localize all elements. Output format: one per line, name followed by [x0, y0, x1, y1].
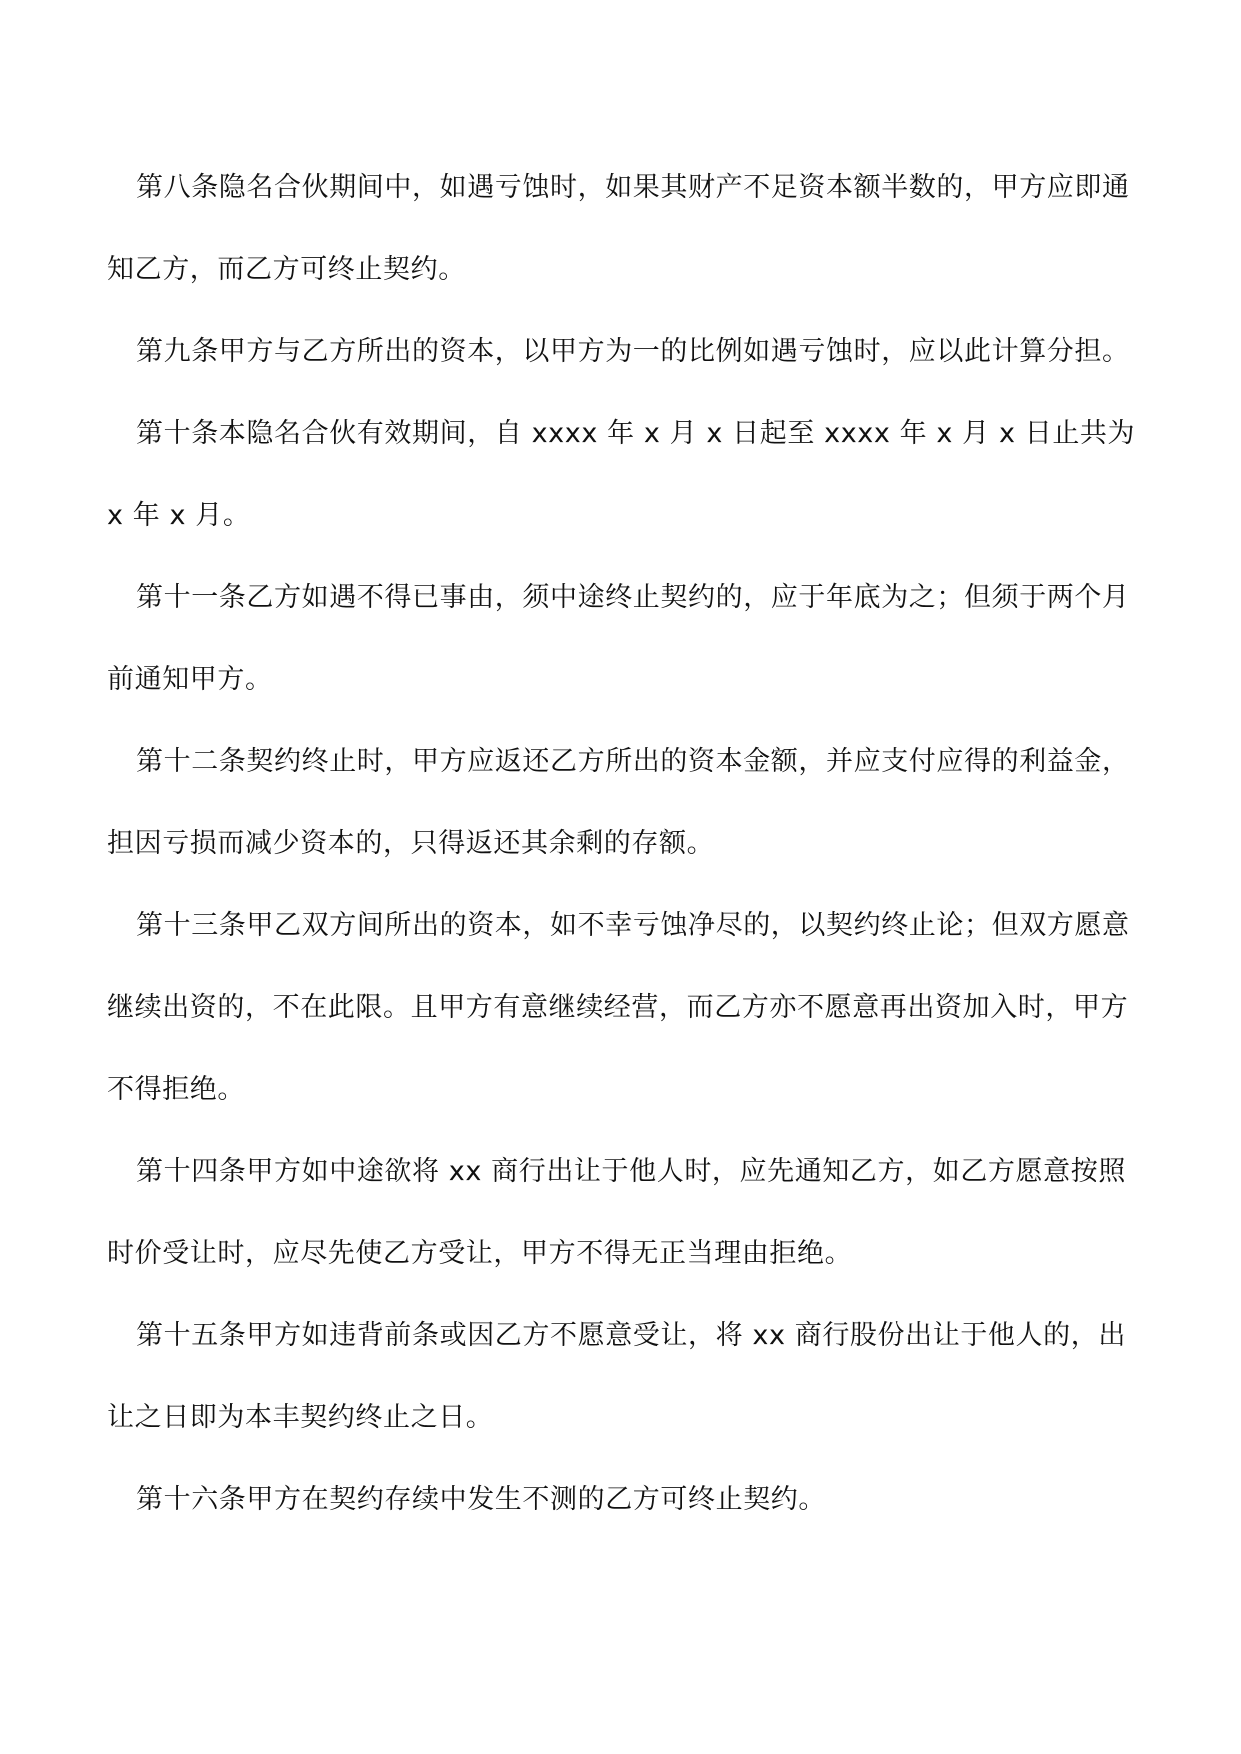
clause-16: 第十六条甲方在契约存续中发生不测的乙方可终止契约。 [136, 1484, 826, 1515]
clause-11: 第十一条乙方如遇不得已事由，须中途终止契约的，应于年底为之；但须于两个月前通知甲方。 [107, 582, 1130, 695]
clause-8: 第八条隐名合伙期间中，如遇亏蚀时，如果其财产不足资本额半数的，甲方应即通知乙方，而乙方可终止契约。 [107, 172, 1130, 285]
clause-15: 第十五条甲方如违背前条或因乙方不愿意受让，将 xx 商行股份出让于他人的，出让之日即为本丰契约终止之日。 [107, 1320, 1126, 1433]
clause-13: 第十三条甲乙双方间所出的资本，如不幸亏蚀净尽的，以契约终止论；但双方愿意继续出资的，不在此限。且甲方有意继续经营，而乙方亦不愿意再出资加入时，甲方不得拒绝。 [107, 910, 1130, 1105]
clause-10: 第十条本隐名合伙有效期间，自 xxxx 年 x 月 x 日起至 xxxx 年 x 月 x 日止共为 x 年 x 月。 [107, 418, 1136, 531]
document-body [107, 147, 1137, 1541]
clause-12: 第十二条契约终止时，甲方应返还乙方所出的资本金额，并应支付应得的利益金，担因亏损而减少资本的，只得返还其余剩的存额。 [107, 746, 1130, 859]
clause-9: 第九条甲方与乙方所出的资本，以甲方为一的比例如遇亏蚀时，应以此计算分担。 [136, 336, 1130, 367]
clause-14: 第十四条甲方如中途欲将 xx 商行出让于他人时，应先通知乙方，如乙方愿意按照时价受让时，应尽先使乙方受让，甲方不得无正当理由拒绝。 [107, 1156, 1126, 1269]
